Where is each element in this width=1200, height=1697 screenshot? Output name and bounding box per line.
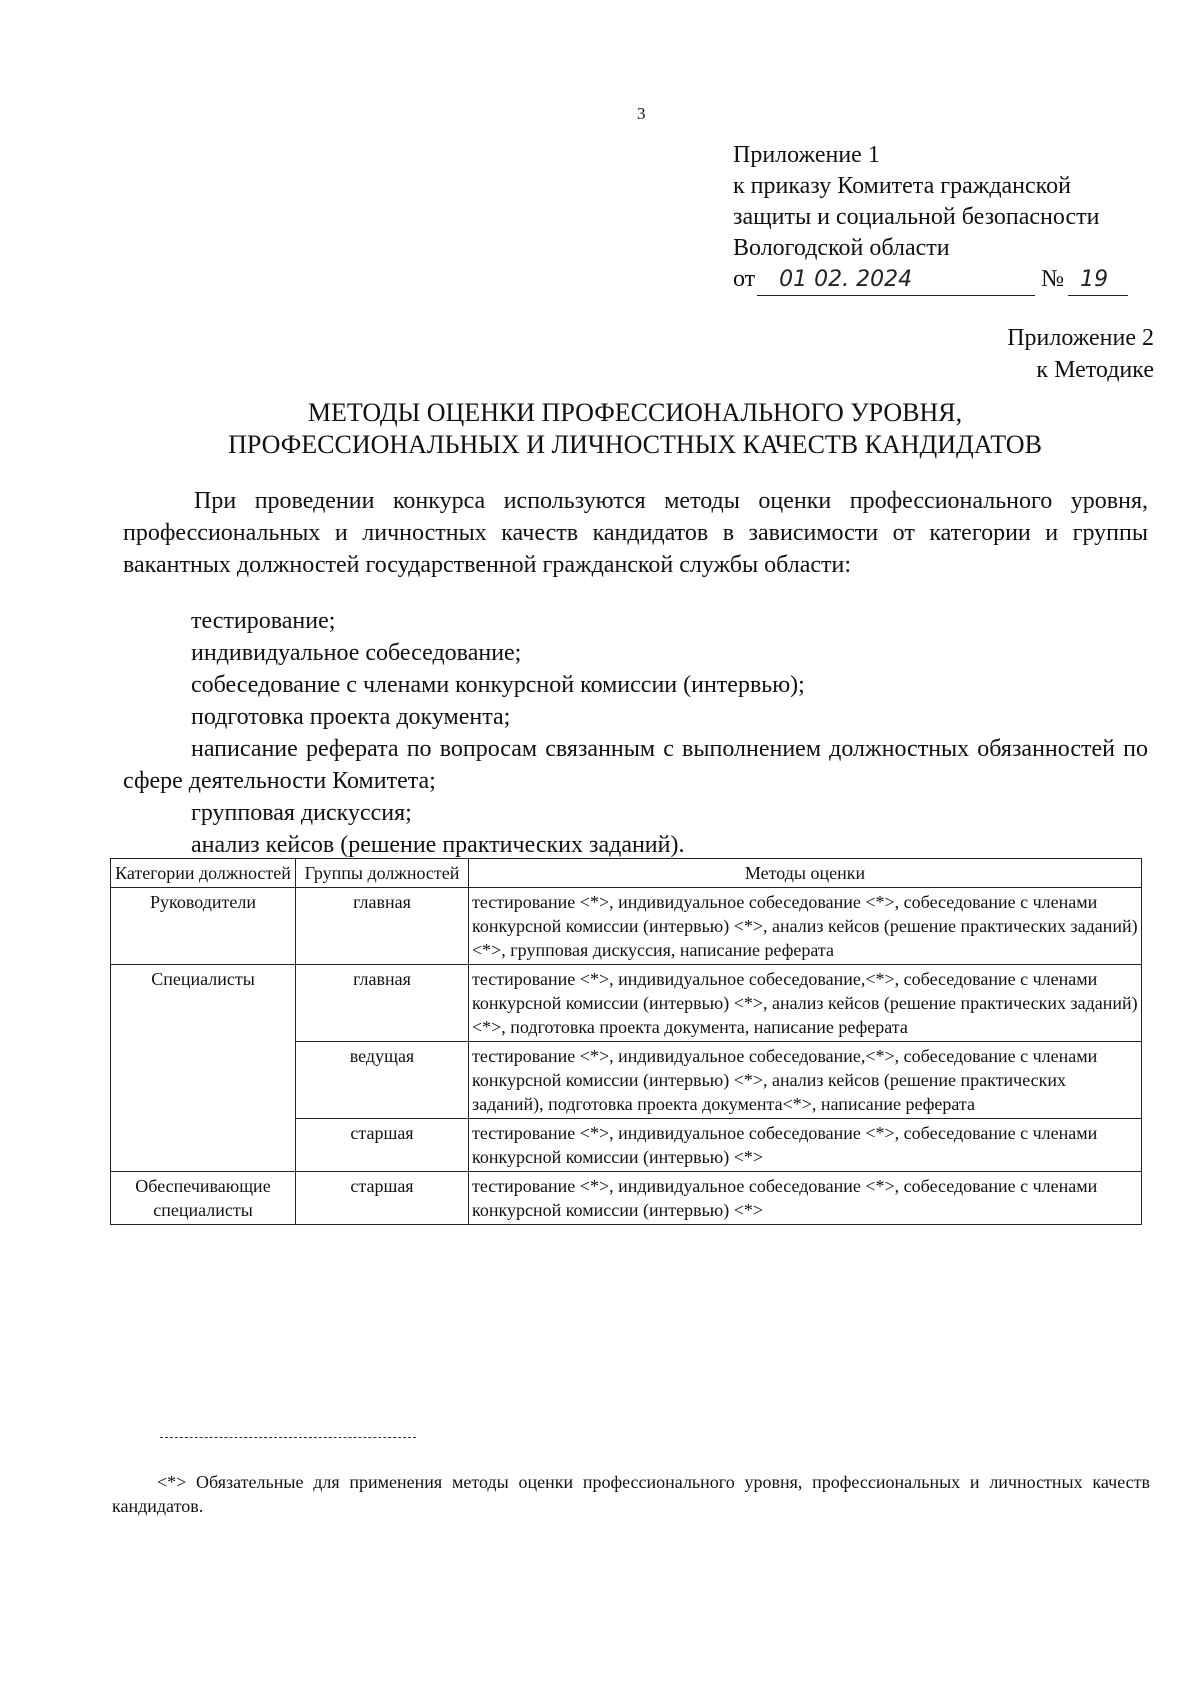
list-item: собеседование с членами конкурсной комиссии (интервью); [191,672,805,698]
category-cell: Руководители [111,888,296,965]
appendix-2-line: Приложение 2 [1007,325,1154,351]
list-item: подготовка проекта документа; [191,704,511,730]
intro-paragraph: При проведении конкурса используются методы оценки профессионального уровня, профессиональных и личностных качеств кандидатов в зависимости от категории и группы вакантных должностей государственной гражданской службы области: [123,488,1148,578]
group-cell: главная [296,965,469,1042]
header-group: Группы должностей [296,859,469,888]
footnote: <*> Обязательные для применения методы оценки профессионального уровня, профессиональных и личностных качеств кандидатов. [112,1472,1150,1516]
list-item: анализ кейсов (решение практических заданий). [191,832,685,858]
table-row [111,888,1142,965]
footnote-separator [160,1437,416,1438]
date-prefix: от [733,266,756,292]
methods-cell: тестирование <*>, индивидуальное собеседование <*>, собеседование с членами конкурсной комиссии (интервью) <*> [469,1172,1142,1225]
assessment-methods-list [123,605,1148,861]
group-cell: старшая [296,1119,469,1172]
number-prefix: № [1041,266,1065,292]
list-item: индивидуальное собеседование; [191,640,522,666]
list-item: написание реферата по вопросам связанным с выполнением должностных обязанностей по сфере деятельности Комитета; [123,736,1148,794]
list-item: групповая дискуссия; [191,800,412,826]
methods-cell: тестирование <*>, индивидуальное собеседование,<*>, собеседование с членами конкурсной комиссии (интервью) <*>, анализ кейсов (решение практических заданий), подготовка проекта документа<*>, написание реферата [469,1042,1142,1119]
group-cell: главная [296,888,469,965]
methods-cell: тестирование <*>, индивидуальное собеседование,<*>, собеседование с членами конкурсной комиссии (интервью) <*>, анализ кейсов (решение практических заданий) <*>, подготовка проекта документа, написание реферата [469,965,1142,1042]
table-row [111,1172,1142,1225]
appendix-1-line: Приложение 1 [733,142,880,168]
methods-cell: тестирование <*>, индивидуальное собеседование <*>, собеседование с членами конкурсной комиссии (интервью) <*> [469,1119,1142,1172]
appendix-1-line: защиты и социальной безопасности [733,204,1100,230]
group-cell: ведущая [296,1042,469,1119]
header-methods: Методы оценки [469,859,1142,888]
list-item: тестирование; [191,608,336,634]
category-cell: Обеспечивающие специалисты [111,1172,296,1225]
page-number: 3 [637,104,646,123]
table-row [111,965,1142,1042]
document-title [120,397,1150,461]
title-line: ПРОФЕССИОНАЛЬНЫХ И ЛИЧНОСТНЫХ КАЧЕСТВ КАНДИДАТОВ [228,430,1042,459]
appendix-1-line: к приказу Комитета гражданской [733,173,1071,199]
order-date-number-line [733,264,1128,296]
table-header-row [111,859,1142,888]
category-cell: Специалисты [111,965,296,1172]
assessment-methods-table [110,858,1142,1225]
appendix-2-header [1007,322,1154,386]
appendix-2-line: к Методике [1036,357,1154,383]
header-category: Категории должностей [111,859,296,888]
appendix-1-header [733,140,1128,296]
title-line: МЕТОДЫ ОЦЕНКИ ПРОФЕССИОНАЛЬНОГО УРОВНЯ, [307,398,963,427]
appendix-1-line: Вологодской области [733,235,950,261]
group-cell: старшая [296,1172,469,1225]
order-date-handwritten: 01 02. 2024 [757,264,1035,296]
order-number-handwritten: 19 [1068,264,1128,296]
methods-cell: тестирование <*>, индивидуальное собеседование <*>, собеседование с членами конкурсной комиссии (интервью) <*>, анализ кейсов (решение практических заданий) <*>, групповая дискуссия, написание реферата [469,888,1142,965]
